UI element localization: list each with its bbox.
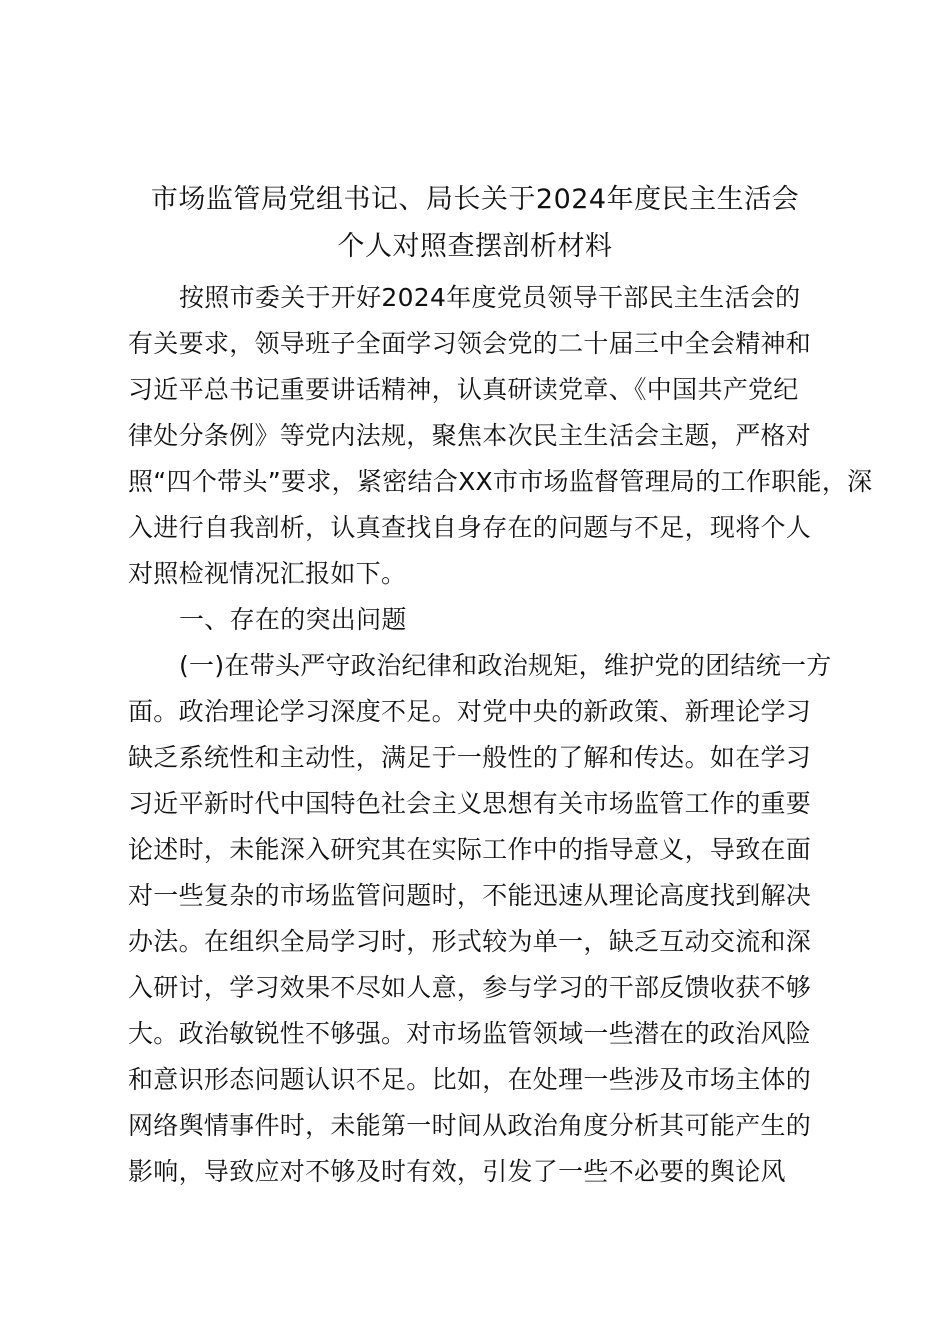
paragraph-line: 入研讨，学习效果不尽如人意，参与学习的干部反馈收获不够 (128, 973, 812, 1002)
paragraph-line: 照“四个带头”要求，紧密结合XX市市场监督管理局的工作职能，深 (128, 467, 873, 496)
paragraph-line: 习近平新时代中国特色社会主义思想有关市场监管工作的重要 (128, 789, 812, 818)
paragraph-line: 面。政治理论学习深度不足。对党中央的新政策、新理论学习 (128, 697, 812, 726)
paragraph-line: 和意识形态问题认识不足。比如，在处理一些涉及市场主体的 (128, 1065, 812, 1094)
paragraph-line: 律处分条例》等党内法规，聚焦本次民主生活会主题，严格对 (128, 421, 812, 450)
paragraph-line: 有关要求，领导班子全面学习领会党的二十届三中全会精神和 (128, 329, 812, 358)
paragraph-line: 网络舆情事件时，未能第一时间从政治角度分析其可能产生的 (128, 1111, 812, 1140)
paragraph-line: 对一些复杂的市场监管问题时，不能迅速从理论高度找到解决 (128, 881, 812, 910)
document-title-line-1: 市场监管局党组书记、局长关于2024年度民主生活会 (150, 184, 800, 215)
paragraph-line: 对照检视情况汇报如下。 (128, 559, 407, 588)
section-heading: 一、存在的突出问题 (179, 605, 407, 634)
paragraph-line: 习近平总书记重要讲话精神，认真研读党章、《中国共产党纪 (128, 375, 799, 404)
paragraph-line: 缺乏系统性和主动性，满足于一般性的了解和传达。如在学习 (128, 743, 812, 772)
document-title-line-2: 个人对照查摆剖析材料 (337, 231, 613, 262)
paragraph-line: 影响，导致应对不够及时有效，引发了一些不必要的舆论风 (128, 1157, 786, 1186)
paragraph-line: 大。政治敏锐性不够强。对市场监管领域一些潜在的政治风险 (128, 1019, 812, 1048)
paragraph-line: 办法。在组织全局学习时，形式较为单一，缺乏互动交流和深 (128, 927, 812, 956)
paragraph-line: 论述时，未能深入研究其在实际工作中的指导意义，导致在面 (128, 835, 812, 864)
paragraph-line: 按照市委关于开好2024年度党员领导干部民主生活会的 (179, 283, 801, 312)
document-body (128, 280, 873, 1200)
paragraph-line: 入进行自我剖析，认真查找自身存在的问题与不足，现将个人 (128, 513, 812, 542)
paragraph-line: (一)在带头严守政治纪律和政治规矩，维护党的团结统一方 (179, 651, 832, 680)
